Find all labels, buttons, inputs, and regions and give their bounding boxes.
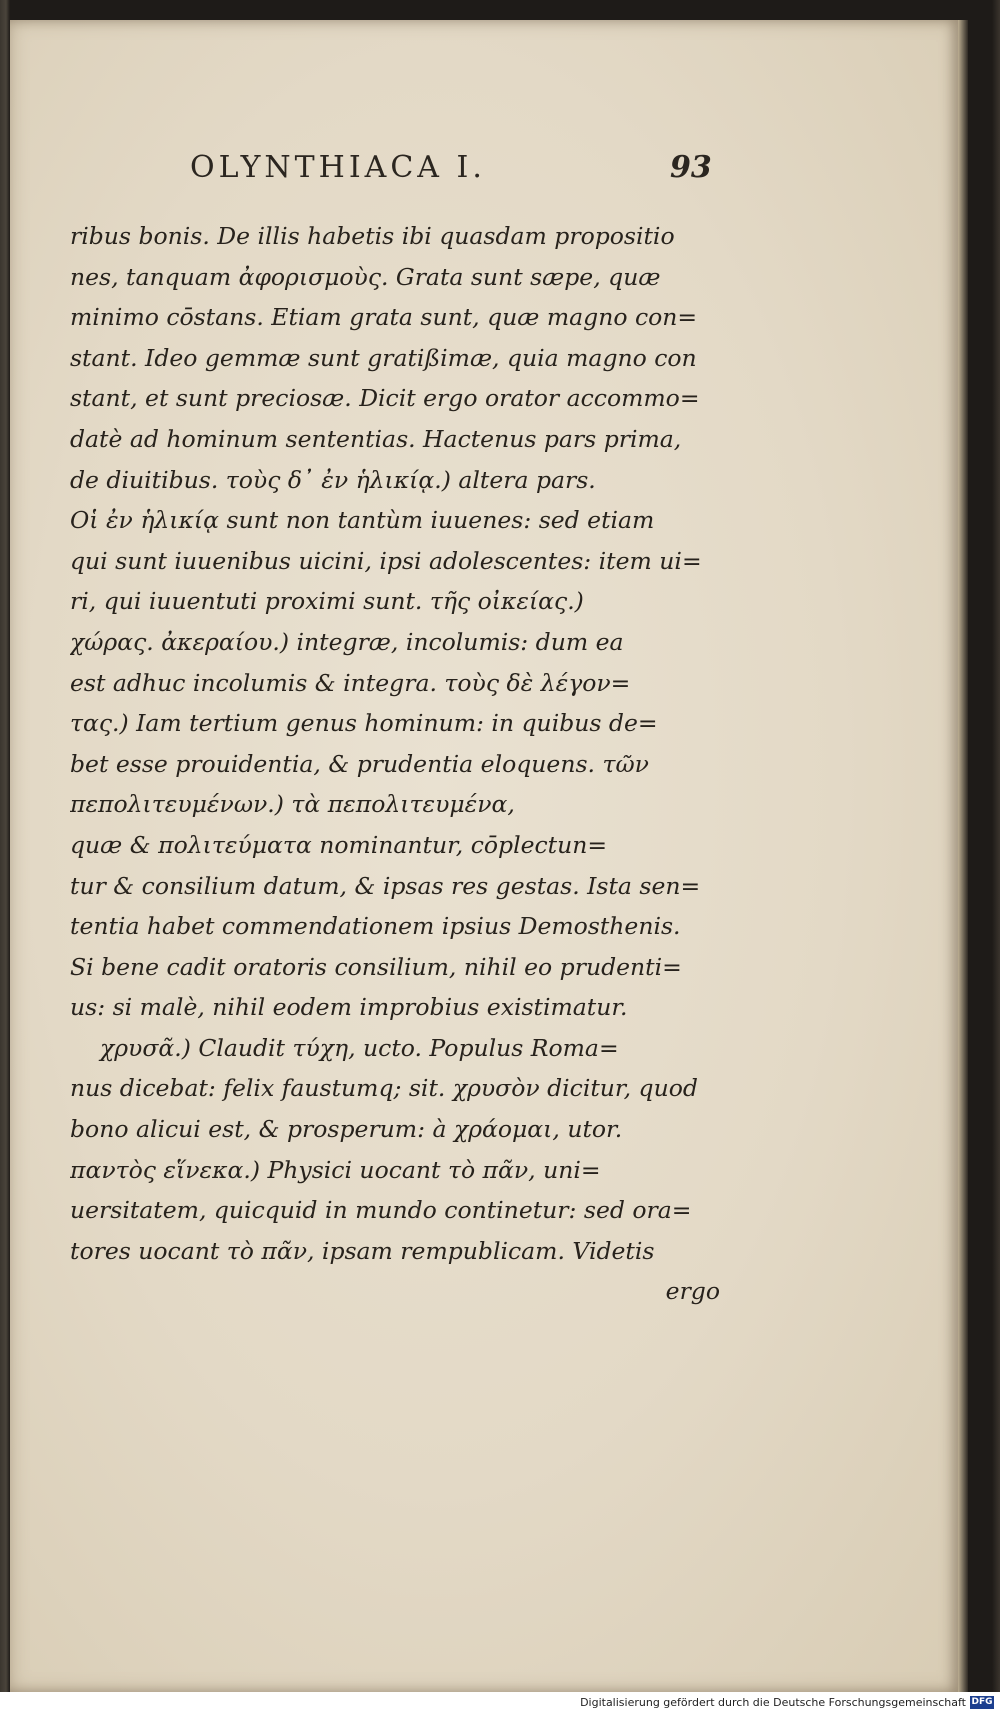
text-line: Οἱ ἐν ἡλικίᾳ sunt non tantùm iuuenes: sed etiam <box>70 506 655 535</box>
text-line: uersitatem, quicquid in mundo continetur: sed ora= <box>70 1196 692 1225</box>
text-line: datè ad hominum sententias. Hactenus pars prima, <box>70 424 682 453</box>
text-line: tores uocant τὸ πᾶν, ipsam rempublicam. Videtis <box>70 1236 655 1265</box>
commentary-text <box>70 216 720 1312</box>
text-line: de diuitibus. τοὺς δ᾽ ἐν ἡλικίᾳ.) altera pars. <box>70 465 596 494</box>
text-line: minimo cōstans. Etiam grata sunt, quæ magno con= <box>70 303 698 332</box>
text-line: πεπολιτευμένων.) τὰ πεπολιτευμένα, <box>70 790 515 819</box>
text-line: ri, qui iuuentuti proximi sunt. τῆς οἰκείας.) <box>70 587 584 616</box>
catchword: ergo <box>665 1277 720 1306</box>
text-line: stant. Ideo gemmæ sunt gratißimæ, quia magno con <box>70 343 697 372</box>
running-title: OLYNTHIACA I. <box>190 150 486 185</box>
text-line: tentia habet commendationem ipsius Demosthenis. <box>70 912 681 941</box>
text-line: qui sunt iuuenibus uicini, ipsi adolescentes: item ui= <box>70 546 702 575</box>
text-line: τας.) Iam tertium genus hominum: in quibus de= <box>70 709 658 738</box>
book-page <box>10 20 958 1692</box>
text-line: χρυσᾶ.) Claudit τύχη, ucto. Populus Roma= <box>100 1033 619 1062</box>
text-line: χώρας. ἀκεραίου.) integræ, incolumis: dum ea <box>70 627 624 656</box>
funding-credit: Digitalisierung gefördert durch die Deutsche Forschungsgemeinschaft <box>580 1696 966 1709</box>
page-number: 93 <box>670 150 712 185</box>
text-line: est adhuc incolumis & integra. τοὺς δὲ λέγον= <box>70 668 631 697</box>
text-line: tur & consilium datum, & ipsas res gestas. Ista sen= <box>70 871 701 900</box>
text-line: nus dicebat: felix faustumq; sit. χρυσὸν dicitur, quod <box>70 1074 698 1103</box>
dfg-logo-icon: DFG <box>971 1697 993 1707</box>
text-line: nes, tanquam ἀφορισμοὺς. Grata sunt sæpe, quæ <box>70 262 661 291</box>
text-line: quæ & πολιτεύματα nominantur, cōplectun= <box>70 830 608 859</box>
page-edge <box>958 20 968 1692</box>
text-line: παντὸς εἵνεκα.) Physici uocant τὸ πᾶν, uni= <box>70 1155 601 1184</box>
text-line: us: si malè, nihil eodem improbius existimatur. <box>70 993 628 1022</box>
text-line: Si bene cadit oratoris consilium, nihil eo prudenti= <box>70 952 682 981</box>
footer-strip <box>0 1692 1000 1715</box>
text-line: ribus bonis. De illis habetis ibi quasdam propositio <box>70 222 675 250</box>
text-line: bet esse prouidentia, & prudentia eloquens. τῶν <box>70 749 649 778</box>
text-line: stant, et sunt preciosæ. Dicit ergo orator accommo= <box>70 384 700 413</box>
text-line: bono alicui est, & prosperum: à χράομαι, utor. <box>70 1115 623 1144</box>
